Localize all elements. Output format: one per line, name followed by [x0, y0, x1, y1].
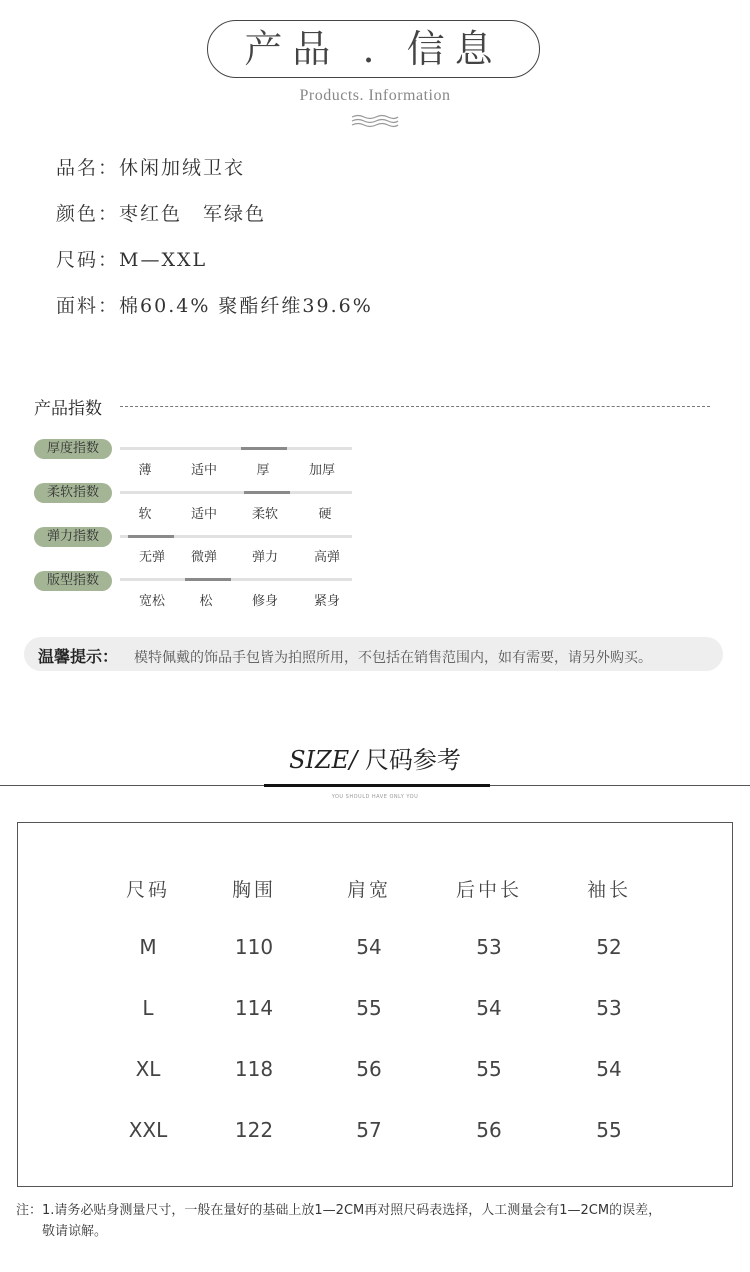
- table-cell: 56: [476, 1118, 502, 1142]
- info-size: [56, 245, 207, 272]
- table-cell: 122: [234, 1118, 274, 1142]
- table-cell: 55: [476, 1057, 502, 1081]
- index-option: 弹力: [251, 550, 278, 565]
- index-track-fit: [120, 578, 352, 581]
- dotted-divider: [120, 406, 710, 407]
- table-cell: M: [139, 935, 157, 959]
- index-option: 高弹: [313, 550, 340, 565]
- index-marker: [128, 535, 174, 538]
- table-header-cell: 尺码: [125, 879, 170, 901]
- index-section-title: 产品指数: [34, 399, 102, 419]
- size-title-cn: 尺码参考: [357, 746, 461, 774]
- tip-text: 模特佩戴的饰品手包皆为拍照所用，不包括在销售范围内，如有需要，请另外购买。: [134, 650, 652, 666]
- index-marker: [244, 491, 290, 494]
- index-track-elasticity: [120, 535, 352, 538]
- table-cell: 54: [476, 996, 502, 1020]
- page-title: 产品 . 信息: [244, 27, 503, 71]
- note-line-2: 敬请谅解。: [42, 1224, 108, 1239]
- table-cell: 54: [356, 935, 382, 959]
- table-cell: 118: [234, 1057, 274, 1081]
- index-option: 无弹: [138, 550, 165, 565]
- info-color: [56, 199, 266, 226]
- info-label: 品名：: [56, 157, 120, 179]
- wave-ornament-icon: [350, 114, 400, 128]
- size-tagline: YOU SHOULD HAVE ONLY YOU: [331, 794, 419, 800]
- index-option: 微弹: [190, 550, 217, 565]
- info-label: 面料：: [56, 295, 120, 317]
- info-fabric: [56, 291, 373, 318]
- table-cell: XL: [135, 1057, 161, 1081]
- index-badge-thickness: 厚度指数: [34, 439, 112, 459]
- table-cell: 56: [356, 1057, 382, 1081]
- table-cell: 53: [476, 935, 502, 959]
- index-track-softness: [120, 491, 352, 494]
- table-header-cell: 袖长: [586, 879, 631, 901]
- index-option: 适中: [190, 463, 217, 478]
- table-header-cell: 胸围: [231, 879, 276, 901]
- info-value: 枣红色 军绿色: [119, 203, 267, 225]
- table-cell: 114: [234, 996, 274, 1020]
- index-marker: [241, 447, 287, 450]
- index-option: 适中: [190, 507, 217, 522]
- index-option: 加厚: [308, 463, 335, 478]
- tip-label: 温馨提示：: [38, 647, 119, 666]
- table-cell: L: [142, 996, 154, 1020]
- index-badge-fit: 版型指数: [34, 571, 112, 591]
- index-track-thickness: [120, 447, 352, 450]
- note-line-1: 注：1.请务必贴身测量尺寸，一般在量好的基础上放1—2CM再对照尺码表选择，人工测量会有1—2CM的误差，: [16, 1203, 662, 1218]
- index-option: 软: [138, 507, 152, 522]
- index-option: 厚: [256, 463, 270, 478]
- info-product-name: [56, 153, 245, 180]
- index-option: 修身: [251, 594, 278, 609]
- size-section-title: [0, 740, 750, 775]
- table-header-cell: 肩宽: [346, 879, 391, 901]
- info-value: M—XXL: [119, 249, 208, 271]
- table-cell: 55: [356, 996, 382, 1020]
- index-option: 柔软: [251, 507, 278, 522]
- info-value: 棉60.4% 聚酯纤维39.6%: [119, 295, 373, 317]
- index-option: 薄: [138, 463, 152, 478]
- index-marker: [185, 578, 231, 581]
- info-label: 尺码：: [56, 249, 120, 271]
- table-cell: 110: [234, 935, 274, 959]
- info-label: 颜色：: [56, 203, 120, 225]
- table-cell: 55: [596, 1118, 622, 1142]
- info-value: 休闲加绒卫衣: [119, 157, 246, 179]
- table-cell: 53: [596, 996, 622, 1020]
- index-option: 紧身: [313, 594, 340, 609]
- size-title-en: SIZE/: [289, 746, 358, 774]
- index-option: 宽松: [138, 594, 165, 609]
- table-header-cell: 后中长: [455, 879, 522, 901]
- table-cell: XXL: [128, 1118, 168, 1142]
- index-option: 硬: [318, 507, 332, 522]
- page-subtitle: Products. Information: [299, 87, 451, 104]
- size-divider-accent: [264, 784, 490, 787]
- table-cell: 57: [356, 1118, 382, 1142]
- measurement-note: [16, 1200, 661, 1242]
- index-option: 松: [199, 594, 213, 609]
- index-badge-elasticity: 弹力指数: [34, 527, 112, 547]
- table-cell: 52: [596, 935, 622, 959]
- table-cell: 54: [596, 1057, 622, 1081]
- index-badge-softness: 柔软指数: [34, 483, 112, 503]
